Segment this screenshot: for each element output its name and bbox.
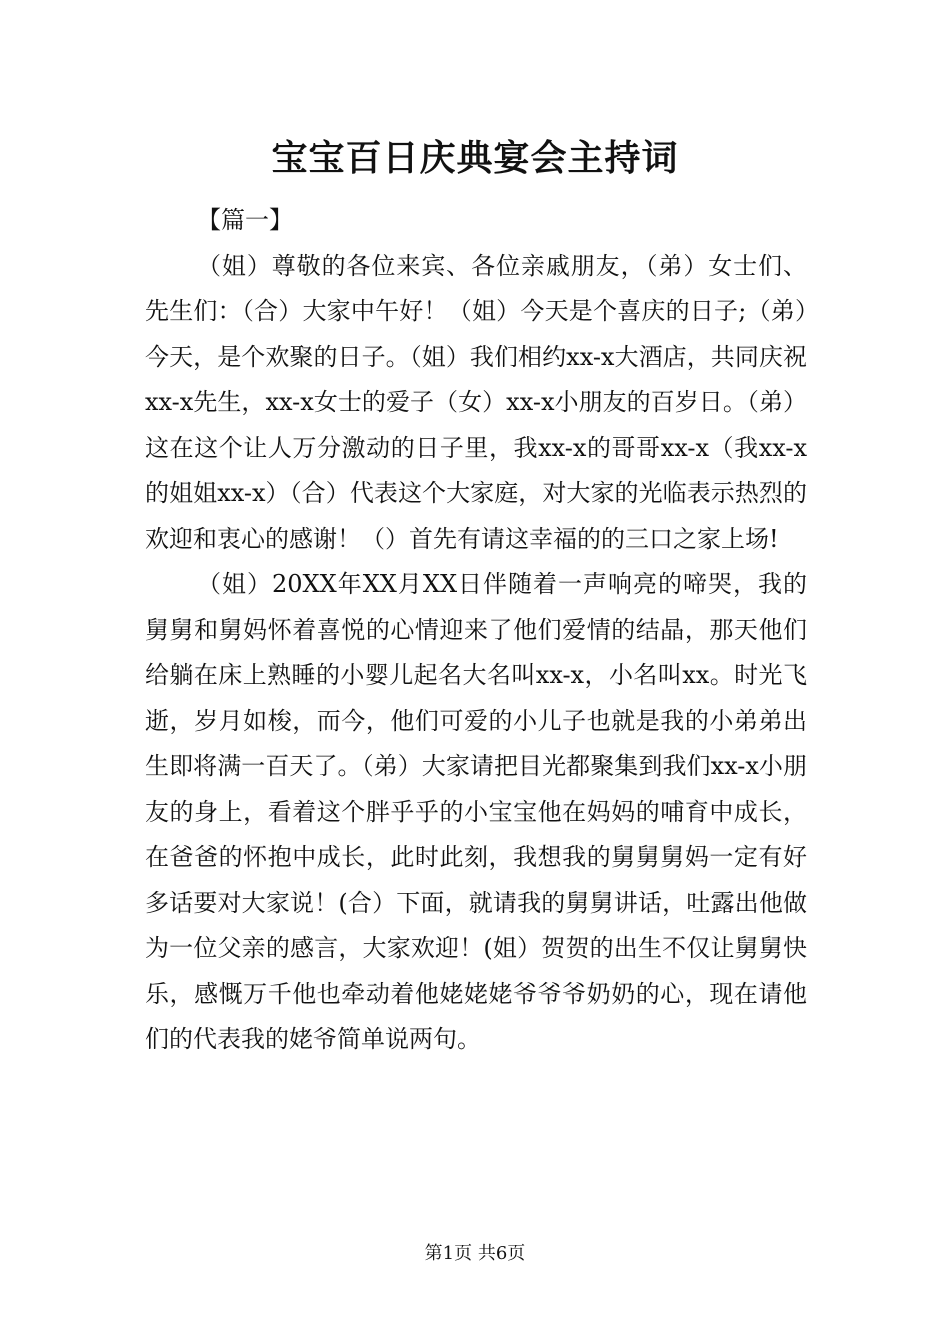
document-title: 宝宝百日庆典宴会主持词	[271, 137, 679, 179]
paragraph-2: （姐）20XX年XX月XX日伴随着一声响亮的啼哭，我的舅舅和舅妈怀着喜悦的心情迎来了他们爱情的结晶，那天他们给躺在床上熟睡的小婴儿起名大名叫xx-x，小名叫xx。时光飞逝，岁月如梭，而今，他们可爱的小儿子也就是我的小弟弟出生即将满一百天了。（弟）大家请把目光都聚集到我们xx-x小朋友的身上，看着这个胖乎乎的小宝宝他在妈妈的哺育中成长，在爸爸的怀抱中成长，此时此刻，我想我的舅舅舅妈一定有好多话要对大家说！(合）下面，就请我的舅舅讲话，吐露出他做为一位父亲的感言，大家欢迎！(姐）贺贺的出生不仅让舅舅快乐，感慨万千他也牵动着他姥姥姥爷爷爷奶奶的心，现在请他们的代表我的姥爷简单说两句。	[145, 570, 807, 1053]
page-number-footer: 第1页 共6页	[424, 1243, 526, 1264]
section-heading: 【篇一】	[197, 206, 293, 234]
document-body	[145, 198, 807, 1063]
paragraph-1: （姐）尊敬的各位来宾、各位亲戚朋友，（弟）女士们、先生们：（合）大家中午好！（姐）今天是个喜庆的日子;（弟）今天，是个欢聚的日子。（姐）我们相约xx-x大酒店，共同庆祝xx-x先生，xx-x女士的爱子（女）xx-x小朋友的百岁日。（弟）这在这个让人万分激动的日子里，我xx-x的哥哥xx-x（我xx-x的姐姐xx-x）（合）代表这个大家庭，对大家的光临表示热烈的欢迎和衷心的感谢！（）首先有请这幸福的的三口之家上场!	[145, 251, 807, 553]
